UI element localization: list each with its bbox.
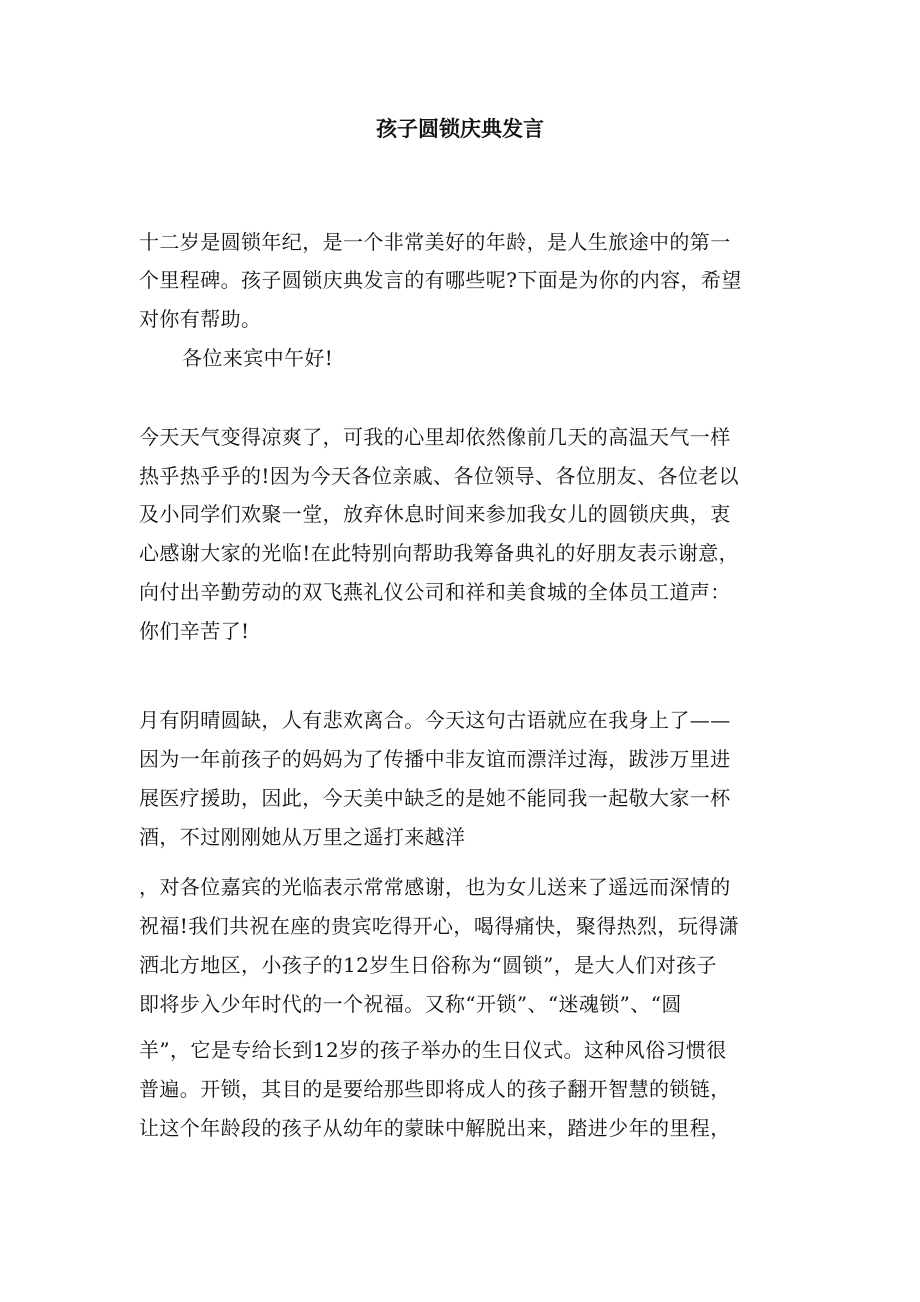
paragraph-3-line-5: 羊”，它是专给长到12岁的孩子举办的生日仪式。这种风俗习惯很 <box>139 1038 727 1062</box>
paragraph-3-line-7: 让这个年龄段的孩子从幼年的蒙昧中解脱出来，踏进少年的里程， <box>139 1116 731 1140</box>
intro-line-1: 十二岁是圆锁年纪，是一个非常美好的年龄，是人生旅途中的第一 <box>139 230 731 254</box>
paragraph-3-line-6: 普遍。开锁，其目的是要给那些即将成人的孩子翻开智慧的锁链， <box>139 1077 731 1101</box>
paragraph-3-line-1: ，对各位嘉宾的光临表示常常感谢，也为女儿送来了遥远而深情的 <box>139 875 731 899</box>
paragraph-1-line-5: 向付出辛勤劳动的双飞燕礼仪公司和祥和美食城的全体员工道声： <box>139 580 731 604</box>
paragraph-3-line-3: 洒北方地区，小孩子的12岁生日俗称为“圆锁”，是大人们对孩子 <box>139 953 717 977</box>
intro-line-2: 个里程碑。孩子圆锁庆典发言的有哪些呢?下面是为你的内容，希望 <box>139 268 742 292</box>
greeting-line: 各位来宾中午好! <box>182 346 334 370</box>
paragraph-1-line-3: 及小同学们欢聚一堂，放弃休息时间来参加我女儿的圆锁庆典，衷 <box>139 502 731 526</box>
paragraph-2-line-2: 因为一年前孩子的妈妈为了传播中非友谊而漂洋过海，跋涉万里进 <box>139 747 731 771</box>
paragraph-3-line-4: 即将步入少年时代的一个祝福。又称“开锁”、“迷魂锁”、“圆 <box>139 992 682 1016</box>
paragraph-2-line-3: 展医疗援助，因此，今天美中缺乏的是她不能同我一起敬大家一杯 <box>139 786 731 810</box>
paragraph-1-line-2: 热乎热乎乎的!因为今天各位亲戚、各位领导、各位朋友、各位老以 <box>139 464 740 488</box>
paragraph-2-line-4: 酒，不过刚刚她从万里之遥打来越洋 <box>139 825 466 849</box>
paragraph-1-line-4: 心感谢大家的光临!在此特别向帮助我筹备典礼的好朋友表示谢意， <box>139 541 740 565</box>
paragraph-1-line-6: 你们辛苦了! <box>139 619 250 643</box>
document-title: 孩子圆锁庆典发言 <box>376 117 544 141</box>
paragraph-3-line-2: 祝福!我们共祝在座的贵宾吃得开心，喝得痛快，聚得热烈，玩得潇 <box>139 914 740 938</box>
paragraph-2-line-1: 月有阴晴圆缺，人有悲欢离合。今天这句古语就应在我身上了—— <box>139 708 731 732</box>
intro-line-3: 对你有帮助。 <box>139 307 262 331</box>
paragraph-1-line-1: 今天天气变得凉爽了，可我的心里却依然像前几天的高温天气一样 <box>139 425 731 449</box>
